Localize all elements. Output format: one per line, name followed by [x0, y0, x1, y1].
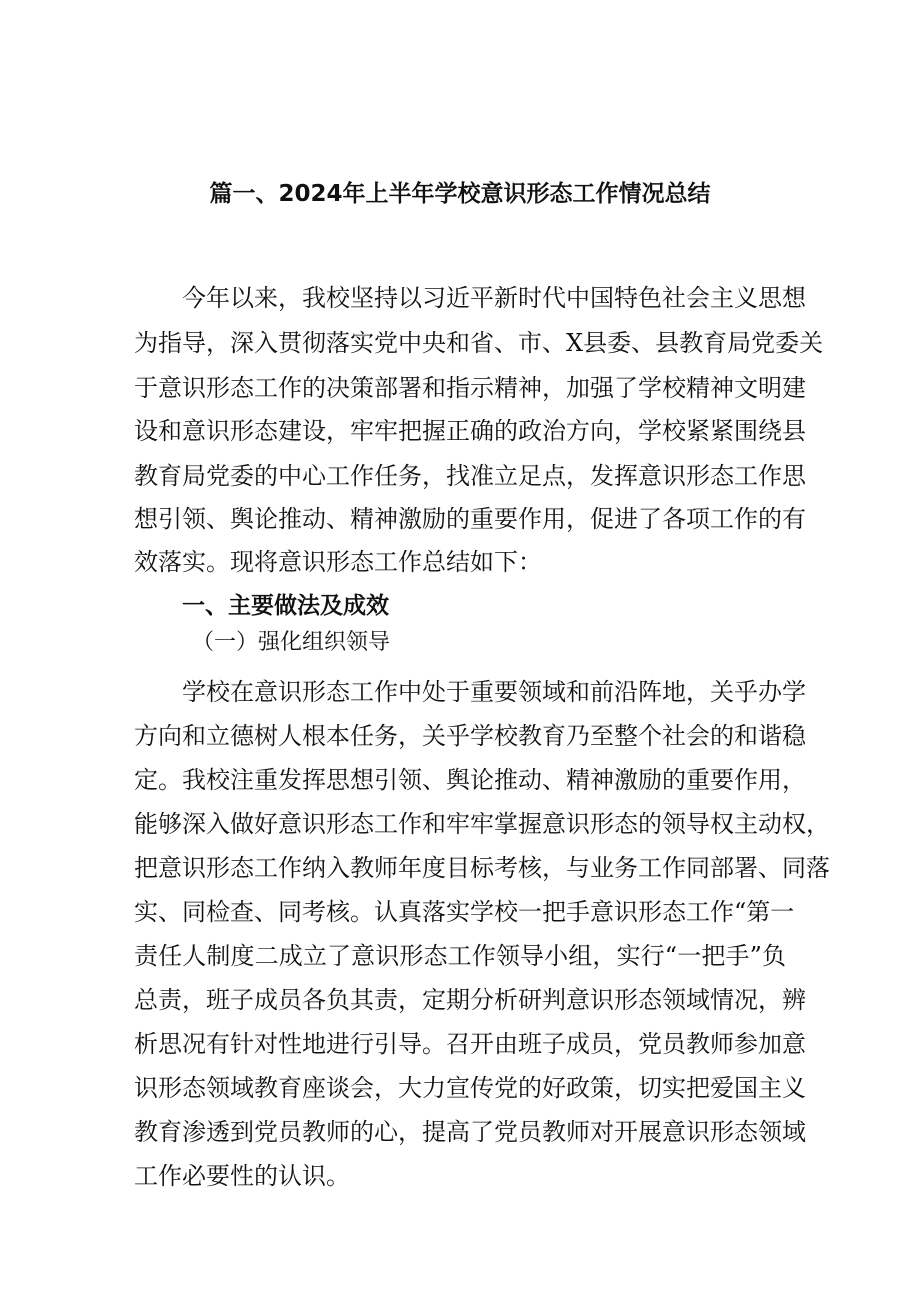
subsection-heading: （一）强化组织领导 — [192, 630, 391, 655]
paragraph-line: 责任人制度二成立了意识形态工作领导小组，实行“一把手”负 — [134, 942, 786, 970]
paragraph-line: 实、同检查、同考核。认真落实学校一把手意识形态工作“第一 — [134, 898, 795, 926]
section-heading: 一、主要做法及成效 — [182, 593, 389, 619]
paragraph-line: 能够深入做好意识形态工作和牢牢掌握意识形态的领导权主动权， — [134, 810, 830, 838]
paragraph-line: 为指导，深入贯彻落实党中央和省、市、X县委、县教育局党委关 — [134, 329, 824, 357]
paragraph-line: 教育渗透到党员教师的心，提高了党员教师对开展意识形态领域 — [134, 1118, 806, 1146]
paragraph-line: 析思况有针对性地进行引导。召开由班子成员，党员教师参加意 — [134, 1030, 806, 1058]
paragraph-line: 工作必要性的认识。 — [134, 1162, 350, 1190]
paragraph-line: 把意识形态工作纳入教师年度目标考核，与业务工作同部署、同落 — [134, 854, 830, 882]
paragraph-line: 方向和立德树人根本任务，关乎学校教育乃至整个社会的和谐稳 — [134, 722, 806, 750]
paragraph-line: 于意识形态工作的决策部署和指示精神，加强了学校精神文明建 — [134, 374, 806, 402]
paragraph-line: 总责，班子成员各负其责，定期分析研判意识形态领域情况，辨 — [134, 986, 806, 1014]
paragraph-line: 识形态领域教育座谈会，大力宣传党的好政策，切实把爱国主义 — [134, 1074, 806, 1102]
paragraph-line: 想引领、舆论推动、精神激励的重要作用，促进了各项工作的有 — [134, 505, 806, 533]
paragraph-line: 学校在意识形态工作中处于重要领域和前沿阵地，关乎办学 — [182, 678, 806, 706]
paragraph-line: 教育局党委的中心工作任务，找准立足点，发挥意识形态工作思 — [134, 462, 806, 490]
paragraph-line: 效落实。现将意识形态工作总结如下： — [134, 548, 542, 576]
paragraph-line: 今年以来，我校坚持以习近平新时代中国特色社会主义思想 — [182, 284, 806, 312]
paragraph-line: 定。我校注重发挥思想引领、舆论推动、精神激励的重要作用， — [134, 766, 806, 794]
paragraph-line: 设和意识形态建设，牢牢把握正确的政治方向，学校紧紧围绕县 — [134, 417, 806, 445]
document-title: 篇一、2024年上半年学校意识形态工作情况总结 — [209, 181, 711, 207]
